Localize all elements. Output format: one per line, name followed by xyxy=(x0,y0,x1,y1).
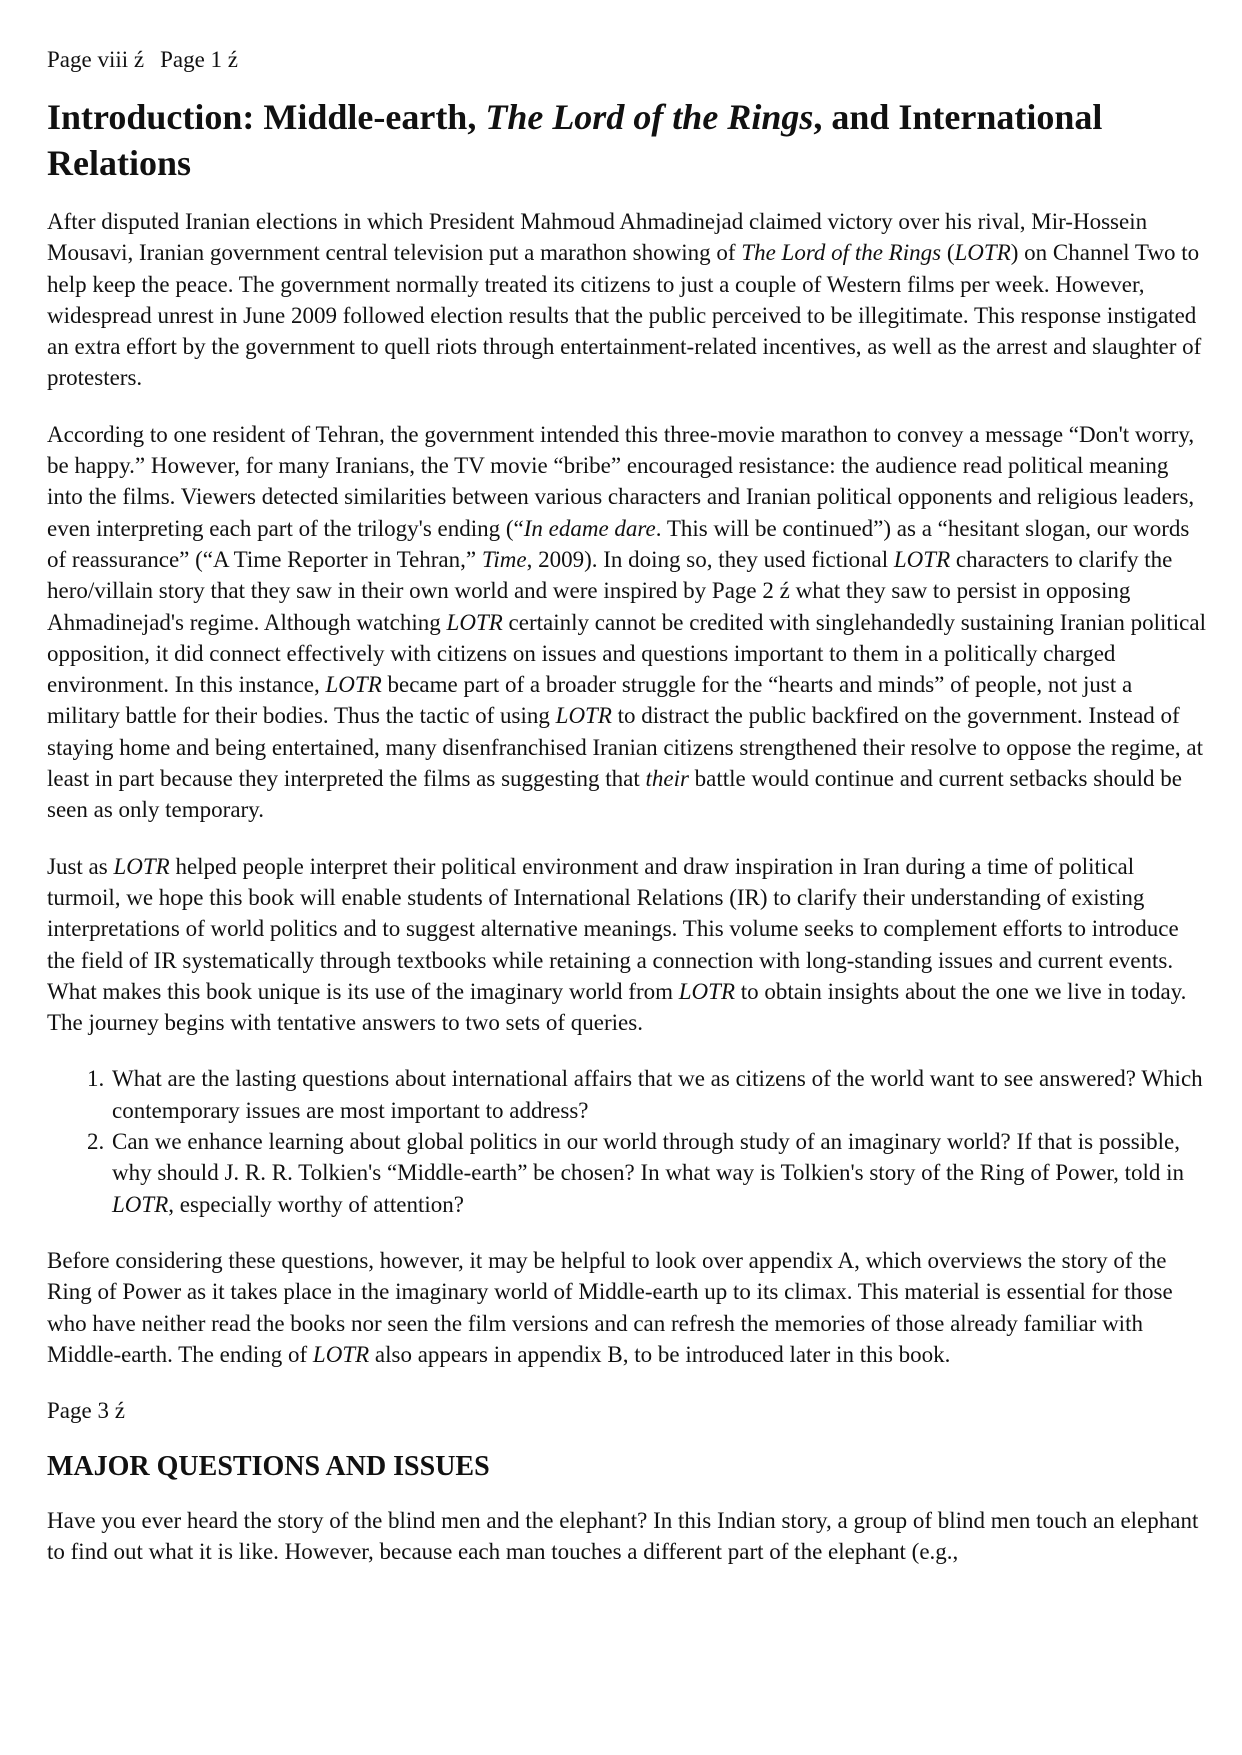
p2-italic-1: In edame dare xyxy=(523,515,656,541)
p2-text-b: . This will be continued”) as a “hesitant slogan, our words of reassurance” (“A Time Reporter in Tehran,” xyxy=(47,515,1190,572)
p3-italic-2: LOTR xyxy=(678,978,735,1004)
p2-text-d: characters to clarify the hero/villain story that they saw in their own world and were inspired by Page 2 ź what they saw to persist in opposing Ahmadinejad's regime. Although watching xyxy=(47,546,1173,635)
p2-italic-6: LOTR xyxy=(555,703,612,729)
list-item-2-text-a: Can we enhance learning about global politics in our world through study of an imaginary world? If that is possible, why should J. R. R. Tolkien's “Middle-earth” be chosen? In what way is Tolkien's story of the Ring of Power, told in xyxy=(112,1129,1185,1186)
p3-text-a: Just as xyxy=(47,853,114,879)
p2-italic-5: LOTR xyxy=(325,672,382,698)
list-item-1-text: What are the lasting questions about international affairs that we as citizens of the world want to see answered? Which contemporary issues are most important to address? xyxy=(112,1066,1203,1123)
list-item xyxy=(110,1063,1207,1126)
paragraph-5: Have you ever heard the story of the blind men and the elephant? In this Indian story, a group of blind men touch an elephant to find out what it is like. However, because each man touches a different part of the elephant (e.g., xyxy=(47,1508,1199,1565)
p2-text-f: became part of a broader struggle for the “hearts and minds” of people, not just a military battle for their bodies. Thus the tactic of using xyxy=(47,672,1133,729)
page-marker-3: Page 3 ź xyxy=(47,1398,125,1424)
p2-text-e: certainly cannot be credited with singlehandedly sustaining Iranian political opposition, it did connect effectively with citizens on issues and questions important to them in a politically charged environment. In this instance, xyxy=(47,609,1206,698)
p2-italic-3: LOTR xyxy=(893,546,951,572)
p2-italic-7: their xyxy=(645,766,689,792)
p4-italic-1: LOTR xyxy=(312,1341,370,1367)
p2-text-g: to distract the public backfired on the government. Instead of staying home and being entertained, many disenfranchised Iranian citizens strengthened their resolve to oppose the regime, at least in part because they interpreted the films as suggesting that xyxy=(47,703,1203,792)
p1-text-a: After disputed Iranian elections in which President Mahmoud Ahmadinejad claimed victory over his rival, Mir-Hossein Mousavi, Iranian government central television put a marathon showing of xyxy=(47,209,1148,266)
paragraph-2 xyxy=(47,419,1207,826)
p2-text-a: According to one resident of Tehran, the government intended this three-movie marathon to convey a message “Don't worry, be happy.” However, for many Iranians, the TV movie “bribe” encouraged resistance: the audience read political meaning into the films. Viewers detected similarities between various characters and Iranian political opponents and religious leaders, even interpreting each part of the trilogy's ending (“ xyxy=(47,421,1195,541)
p4-text-a: Before considering these questions, however, it may be helpful to look over appendix A, which overviews the story of the Ring of Power as it takes place in the imaginary world of Middle-earth up to its climax. This material is essential for those who have neither read the books nor seen the film versions and can refresh the memories of those already familiar with Middle-earth. The ending of xyxy=(47,1247,1173,1367)
p3-text-b: helped people interpret their political environment and draw inspiration in Iran during a time of political turmoil, we hope this book will enable students of International Relations (IR) to clarify their understanding of existing interpretations of world politics and to suggest alternative meanings. This volume seeks to complement efforts to introduce the field of IR systematically through textbooks while retaining a connection with long-standing issues and current events. What makes this book unique is its use of the imaginary world from xyxy=(47,853,1179,1004)
list-item-2-text-b: , especially worthy of attention? xyxy=(168,1191,464,1217)
p2-italic-4: LOTR xyxy=(446,609,503,635)
p2-text-h: battle would continue and current setbacks should be seen as only temporary. xyxy=(47,766,1183,823)
list-item-2-italic: LOTR xyxy=(112,1191,169,1217)
p3-text-c: to obtain insights about the one we live in today. The journey begins with tentative answers to two sets of queries. xyxy=(47,978,1187,1036)
p4-text-b: also appears in appendix B, to be introduced later in this book. xyxy=(369,1341,951,1367)
page-markers xyxy=(47,44,1207,76)
list-item xyxy=(110,1126,1207,1220)
p2-text-c: , 2009). In doing so, they used fictional xyxy=(526,546,894,572)
title-part-2: , and International Relations xyxy=(47,97,1103,183)
p1-italic-2: LOTR xyxy=(954,240,1011,266)
p3-italic-1: LOTR xyxy=(113,853,170,879)
paragraph-1 xyxy=(47,206,1207,394)
title-italic: The Lord of the Rings xyxy=(485,97,814,137)
document-page xyxy=(47,44,1207,1593)
p2-italic-2: Time xyxy=(481,546,527,572)
p1-italic-1: The Lord of the Rings xyxy=(741,240,942,266)
page-marker-viii: Page viii ź xyxy=(47,47,145,72)
section-heading: MAJOR QUESTIONS AND ISSUES xyxy=(47,1451,490,1483)
chapter-title xyxy=(47,94,1207,186)
paragraph-4 xyxy=(47,1245,1207,1370)
p1-text-c: ) on Channel Two to help keep the peace. The government normally treated its citizens to just a couple of Western films per week. However, widespread unrest in June 2009 followed election results that the public perceived to be illegitimate. This response instigated an extra effort by the government to quell riots through entertainment-related incentives, as well as the arrest and slaughter of protesters. xyxy=(47,240,1202,391)
title-part-1: Introduction: Middle-earth, xyxy=(47,97,486,137)
paragraph-3 xyxy=(47,851,1207,1039)
questions-list xyxy=(47,1063,1207,1219)
page-marker-1: Page 1 ź xyxy=(160,47,239,72)
p1-text-b: ( xyxy=(941,240,955,266)
